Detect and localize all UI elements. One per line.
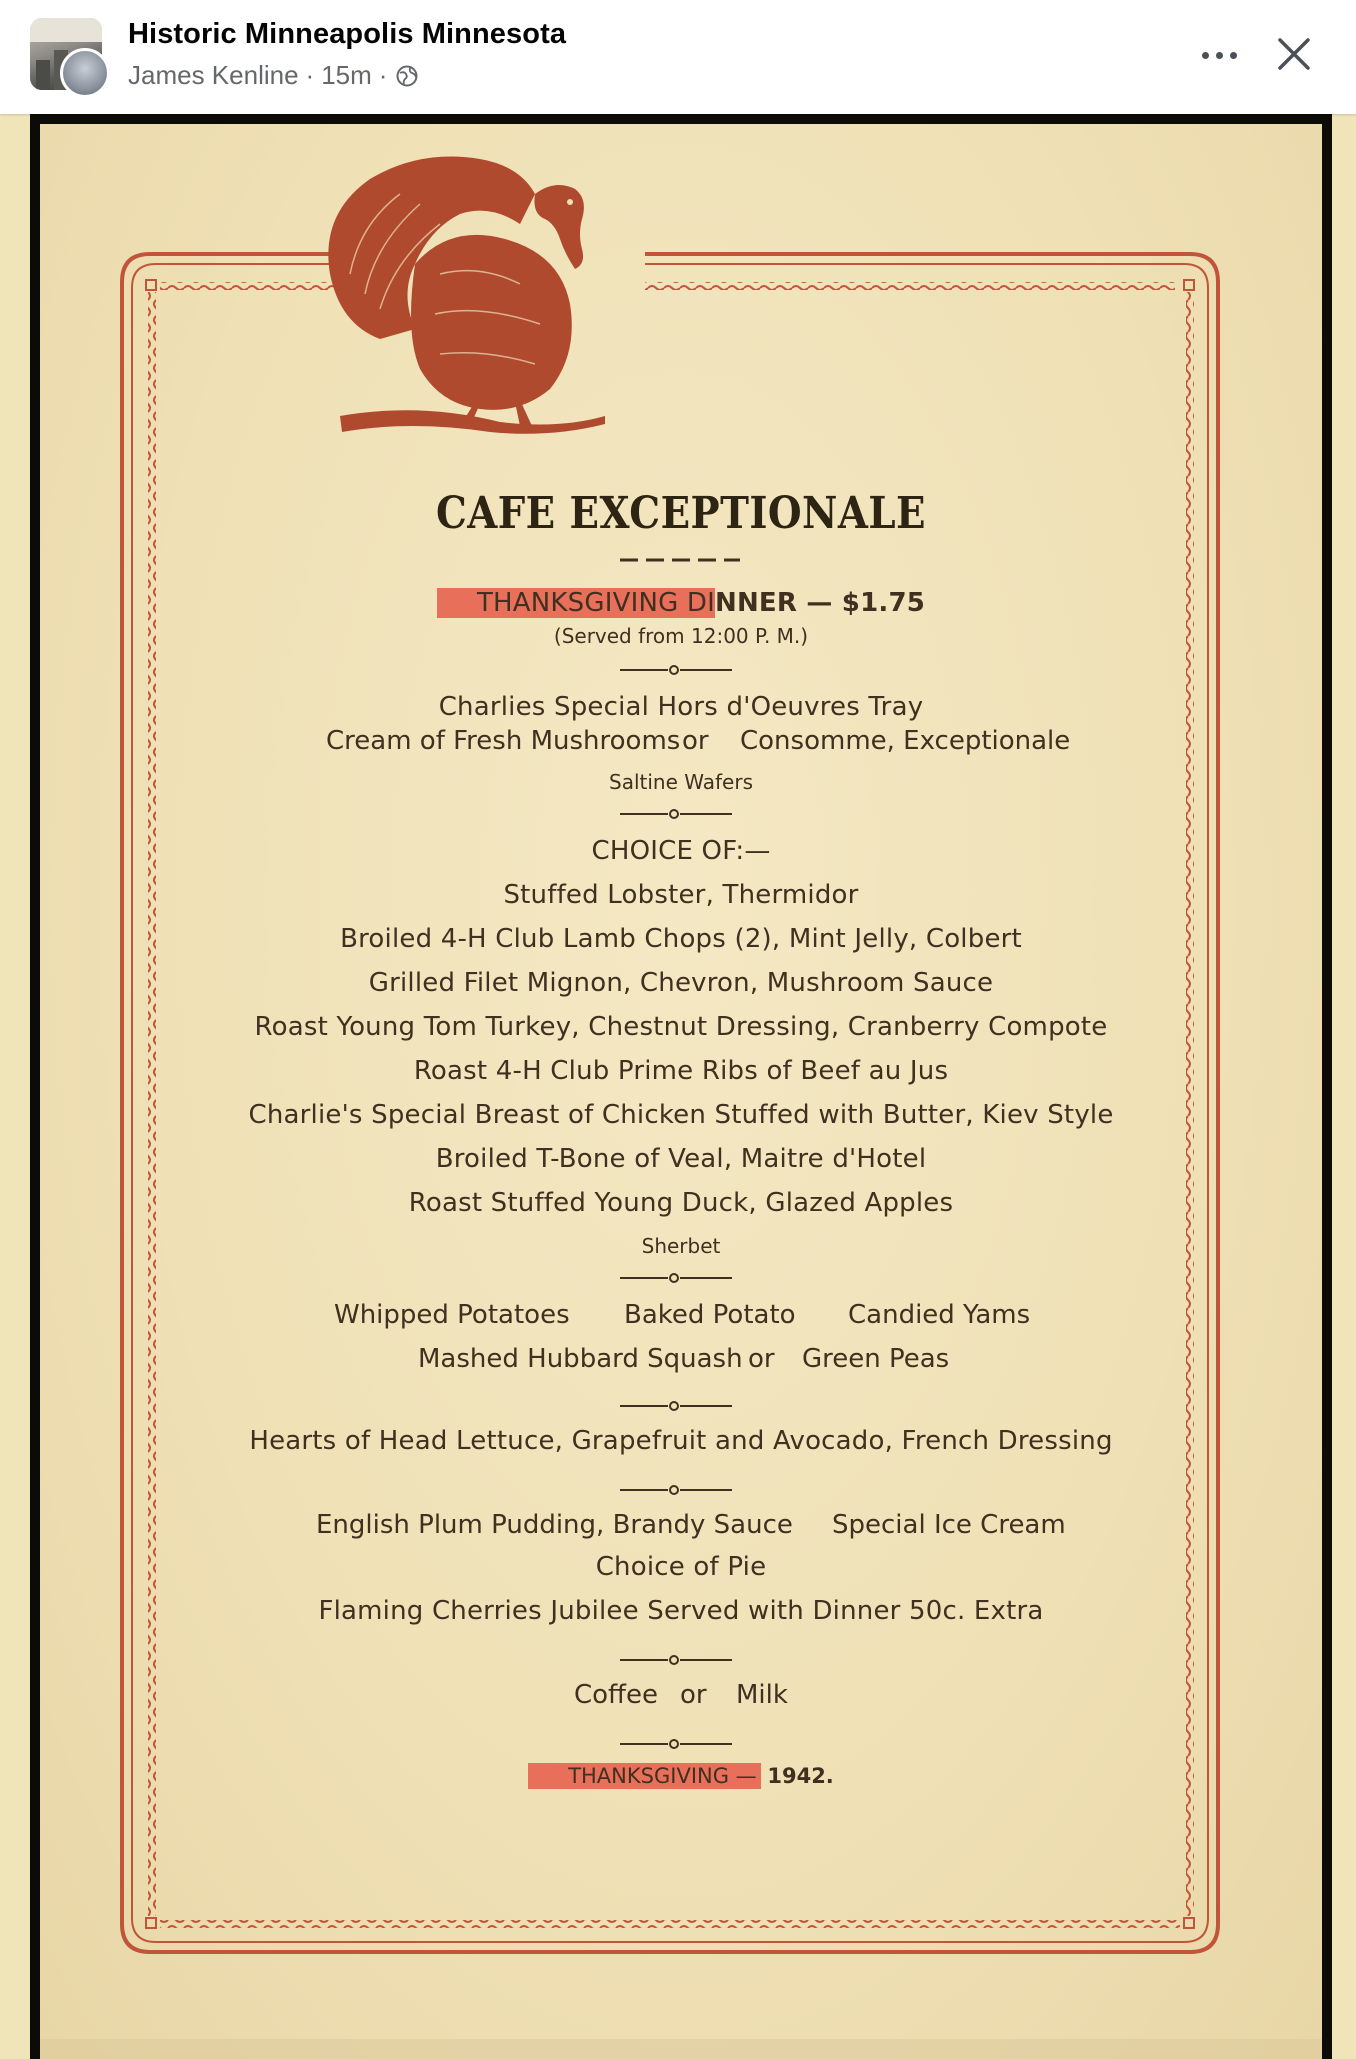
entree-item: Stuffed Lobster, Thermidor [503, 880, 859, 910]
more-options-button[interactable] [1196, 34, 1244, 74]
entree-item: Broiled T-Bone of Veal, Maitre d'Hotel [435, 1144, 927, 1174]
drink-item: Coffee [574, 1680, 658, 1710]
post-header [0, 0, 1356, 114]
jubilee-line: Flaming Cherries Jubilee Served with Dinner 50c. Extra [318, 1596, 1044, 1626]
menu-headline [40, 588, 1322, 618]
entree-item: Broiled 4-H Club Lamb Chops (2), Mint Jelly, Colbert [340, 924, 1022, 954]
menu-divider [620, 1272, 732, 1284]
dessert-item: Special Ice Cream [832, 1510, 1066, 1540]
close-icon [1272, 32, 1316, 76]
turkey-illustration [320, 154, 620, 444]
side-item: Mashed Hubbard Squash [418, 1344, 743, 1374]
menu-footer [40, 1764, 1322, 1788]
veg-or: or [748, 1344, 775, 1374]
entree-item: Roast Young Tom Turkey, Chestnut Dressing, Cranberry Compote [254, 1012, 1108, 1042]
post-meta [128, 60, 418, 91]
served-time: (Served from 12:00 P. M.) [553, 624, 809, 648]
appetizer-line: Charlies Special Hors d'Oeuvres Tray [438, 692, 924, 722]
dessert-line [40, 1510, 1322, 1546]
footer-year: 1942. [767, 1764, 834, 1788]
menu-divider [620, 1484, 732, 1496]
entree-item: Grilled Filet Mignon, Chevron, Mushroom Sauce [368, 968, 994, 998]
menu-divider [620, 1400, 732, 1412]
meta-separator: · [378, 60, 388, 90]
post-time[interactable]: 15m [321, 60, 372, 90]
salad-line: Hearts of Head Lettuce, Grapefruit and Avocado, French Dressing [249, 1426, 1113, 1456]
group-name[interactable]: Historic Minneapolis Minnesota [128, 18, 567, 50]
side-item: Baked Potato [624, 1300, 796, 1330]
side-item: Candied Yams [848, 1300, 1031, 1330]
soup-line [40, 726, 1322, 762]
menu-divider [620, 808, 732, 820]
menu-divider [620, 1654, 732, 1666]
choice-header: CHOICE OF:— [591, 836, 771, 866]
potato-line [40, 1300, 1322, 1336]
soup-side: Saltine Wafers [609, 770, 753, 794]
post-photo[interactable] [30, 114, 1332, 2059]
side-item: Green Peas [802, 1344, 950, 1374]
soup-or: or [682, 726, 709, 756]
drink-or: or [680, 1680, 707, 1710]
author-name[interactable]: James Kenline [128, 60, 299, 90]
close-button[interactable] [1272, 32, 1316, 76]
soup-option: Consomme, Exceptionale [740, 726, 1071, 756]
entree-item: Charlie's Special Breast of Chicken Stuffed with Butter, Kiev Style [248, 1100, 1114, 1130]
soup-option: Cream of Fresh Mushrooms [326, 726, 681, 756]
title-divider [620, 556, 740, 564]
globe-icon [396, 65, 418, 87]
drink-item: Milk [736, 1680, 788, 1710]
user-avatar[interactable] [60, 48, 110, 98]
pie-line: Choice of Pie [595, 1552, 767, 1582]
cafe-name: CAFE EXCEPTIONALE [436, 488, 926, 539]
headline-price: NNER — $1.75 [715, 588, 926, 618]
more-icon [1202, 52, 1209, 59]
headline-highlight: THANKSGIVING DI [437, 588, 715, 618]
menu-card [40, 124, 1322, 2059]
entree-item: Roast 4-H Club Prime Ribs of Beef au Jus [413, 1056, 949, 1086]
menu-divider [620, 1738, 732, 1750]
side-item: Whipped Potatoes [334, 1300, 570, 1330]
drink-line [40, 1680, 1322, 1716]
meta-separator: · [305, 60, 315, 90]
avatar-group[interactable] [30, 18, 110, 98]
vegetable-line [40, 1344, 1322, 1380]
footer-highlight: THANKSGIVING — [528, 1763, 760, 1789]
menu-divider [620, 664, 732, 676]
sherbet-line: Sherbet [641, 1234, 721, 1258]
dessert-item: English Plum Pudding, Brandy Sauce [316, 1510, 793, 1540]
entree-item: Roast Stuffed Young Duck, Glazed Apples [408, 1188, 954, 1218]
